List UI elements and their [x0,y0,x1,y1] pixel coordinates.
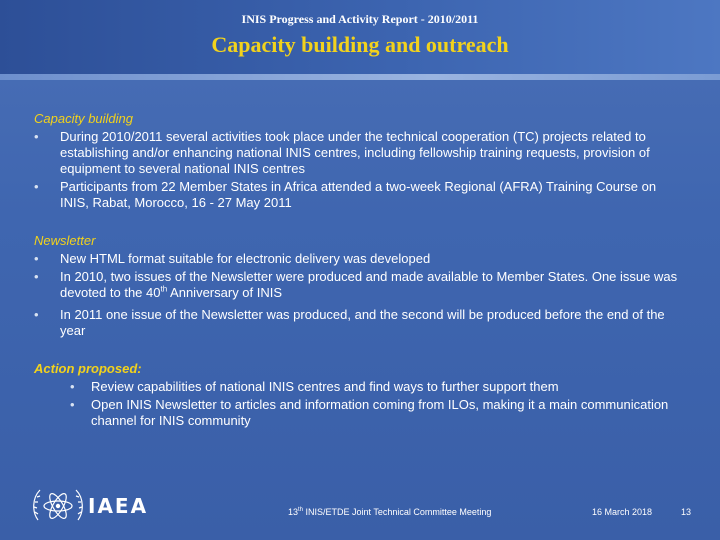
meeting-number: 13 [288,507,299,517]
list-item-text: Participants from 22 Member States in Africa attended a two-week Regional (AFRA) Training Course on INIS, Rabat, Morocco, 16 - 27 May 2011 [60,179,657,210]
page-number: 13 [681,507,692,517]
slide-title: Capacity building and outreach [211,32,509,57]
bullet-icon: • [34,129,39,144]
footer [0,484,720,540]
superscript: th [160,284,168,294]
bullet-icon: • [34,307,39,322]
footer-date: 16 March 2018 [592,507,653,517]
list-item-text: In 2011 one issue of the Newsletter was produced, and the second will be produced before the end of the year [60,307,665,338]
list-item [34,129,684,177]
list-item-text: Open INIS Newsletter to articles and information coming from ILOs, making it a main communication channel for INIS community [91,397,669,428]
list-item [34,251,684,267]
section-capacity-building [34,111,684,211]
list-item [34,269,684,301]
slide-content [34,111,684,451]
footer-meeting [288,507,491,517]
section-heading: Newsletter [34,233,96,248]
list-item-text: Review capabilities of national INIS centres and find ways to further support them [91,379,559,394]
header-rule [0,74,720,80]
meeting-name: INIS/ETDE Joint Technical Committee Meeting [303,507,492,517]
list-item-text-main: In 2010, two issues of the Newsletter were produced and made available to Member States. One issue was devoted to the 40 [60,269,678,300]
section-heading: Action proposed: [34,361,142,376]
list-item [34,397,684,429]
iaea-emblem-icon [28,484,88,528]
list-item-text: During 2010/2011 several activities took place under the technical cooperation (TC) projects related to establishing and/or enhancing national INIS centres, including fellowship training requests, provision of equipment to several national INIS centres [60,129,650,176]
list-item-text: New HTML format suitable for electronic delivery was developed [60,251,431,266]
list-item-text-rest: Anniversary of INIS [167,285,283,300]
bullet-icon: • [70,397,75,412]
list-item [34,307,684,339]
section-heading: Capacity building [34,111,134,126]
bullet-icon: • [70,379,75,394]
list-item [34,179,684,211]
superscript: th [298,507,304,513]
iaea-logo-text: IAEA [88,494,149,518]
list-item-text [60,269,677,300]
section-newsletter [34,233,684,339]
bullet-icon: • [34,179,39,194]
report-title: INIS Progress and Activity Report - 2010/2011 [241,12,479,26]
list-item [34,379,684,395]
section-action-proposed [34,361,684,429]
bullet-icon: • [34,251,39,266]
bullet-icon: • [34,269,39,284]
